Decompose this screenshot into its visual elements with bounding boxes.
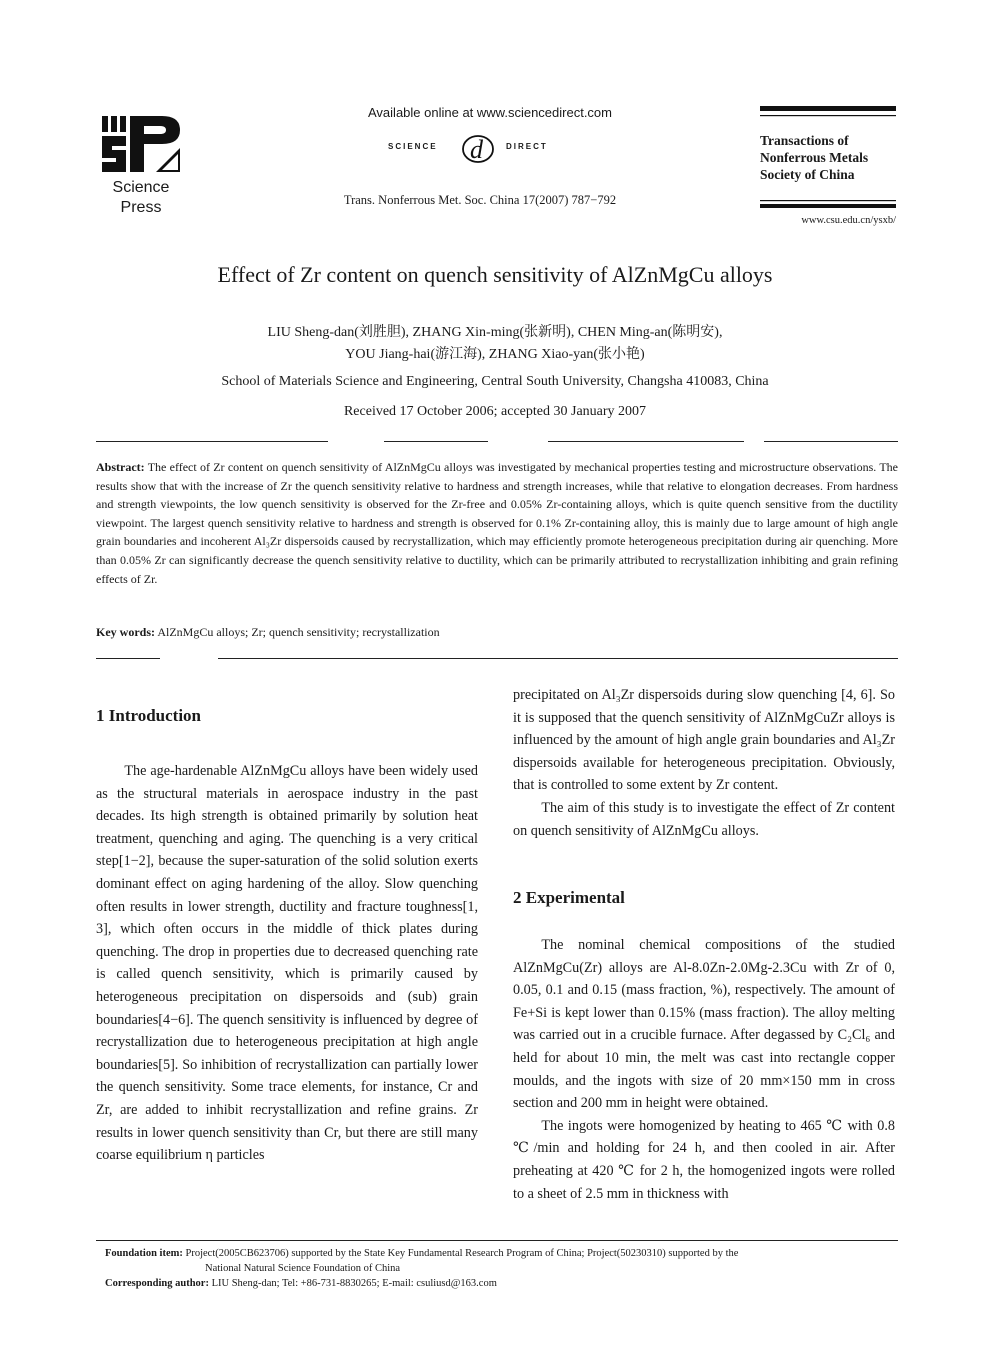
abstract-text: The effect of Zr content on quench sensitivity of AlZnMgCu alloys was investigated by mechanical properties testing and microstructure observations. The results show that with the increase of Zr the quench sensitivity relative to hardness and strength increases, while that relative to elongation decreases. From hardness and strength viewpoints, the low quench sensitivity is observed for the Zr-free and 0.05% Zr-containing alloys, which is quite quench sensitive from the ductility viewpoint. The largest quench sensitivity relative to hardness and strength is observed for 0.1% Zr-containing alloy, this is mainly due to large amount of high angle grain boundaries and incoherent Al₃Zr dispersoids caused by recrystallization, which may efficiently promote heterogeneous precipitation during air quenching. More than 0.05% Zr can significantly decrease the quench sensitivity relative to ductility, which can be primarily attributed to recrystallization inhibiting and grain refining effects of Zr. <box>96 460 898 586</box>
authors-line-1: LIU Sheng-dan(刘胜胆), ZHANG Xin-ming(张新明), CHEN Ming-an(陈明安), <box>267 325 723 340</box>
paragraph: The ingots were homogenized by heating to 465 ℃ with 0.8 ℃/min and holding for 24 h, and then cooled in air. After preheating at 420 ℃ for 2 h, the homogenized ingots were rolled to a sheet of 2.5 mm in thickness with <box>513 1117 895 1202</box>
keywords <box>96 625 898 640</box>
foundation-text: Project(2005CB623706) supported by the State Key Fundamental Research Program of China; Project(50230310) supported by the <box>185 1248 739 1259</box>
journal-url[interactable]: www.csu.edu.cn/ysxb/ <box>801 215 896 226</box>
paragraph: precipitated on Al₃Zr dispersoids during slow quenching [4, 6]. So it is supposed that the quench sensitivity of AlZnMgCuZr alloys is influenced by the amount of high angle grain boundaries and Al₃Zr dispersoids available for heterogeneous precipitation. Obviously, that is controlled to some extent by Zr content. <box>513 687 895 794</box>
divider <box>764 441 898 442</box>
journal-top-rule <box>760 106 896 120</box>
corresponding-label: Corresponding author: <box>105 1278 209 1289</box>
article-title: Effect of Zr content on quench sensitivity of AlZnMgCu alloys <box>217 262 773 287</box>
section-heading-introduction: 1 Introduction <box>96 706 202 725</box>
paragraph: The nominal chemical compositions of the studied AlZnMgCu(Zr) alloys are Al-8.0Zn-2.0Mg-2.3Cu with Zr of 0, 0.05, 0.1 and 0.15 (mass fraction, %), respectively. The amount of Fe+Si is kept lower than 0.15% (mass fraction). The alloy melting was carried out in a crucible furnace. After degassed by C₂Cl₆ and held for about 10 min, the melt was cast into rectangle copper moulds, and the ingots with size of 20 mm×150 mm in cross section and 200 mm in height were obtained. <box>513 937 895 1112</box>
divider <box>384 441 488 442</box>
keywords-text: AlZnMgCu alloys; Zr; quench sensitivity; recrystallization <box>157 625 440 639</box>
journal-bottom-rule <box>760 200 896 210</box>
foundation-label: Foundation item: <box>105 1248 183 1259</box>
paragraph: The aim of this study is to investigate the effect of Zr content on quench sensitivity of AlZnMgCu alloys. <box>513 799 895 839</box>
science-press-logo <box>100 112 190 218</box>
corresponding-author <box>105 1276 900 1291</box>
journal-title <box>760 132 910 183</box>
author-list <box>150 322 840 366</box>
journal-title-line: Society of China <box>760 167 855 182</box>
corresponding-text: LIU Sheng-dan; Tel: +86-731-8830265; E-mail: csuliusd@163.com <box>211 1278 497 1289</box>
section-heading-experimental: 2 Experimental <box>513 888 625 907</box>
journal-citation: Trans. Nonferrous Met. Soc. China 17(2007) 787−792 <box>343 193 617 207</box>
divider <box>96 658 160 659</box>
publisher-name-line: Science <box>112 179 170 196</box>
sciencedirect-right-word: DIRECT <box>506 142 548 151</box>
paragraph: The age-hardenable AlZnMgCu alloys have been widely used as the structural materials in aerospace industry in the past decades. Its high strength is obtained primarily by solution heat treatment, quenching and aging. The quenching is a very critical step[1−2], because the super-saturation of the solid solution exerts dominant effect on aging hardening of the alloy. Slow quenching often results in lower strength, ductility and fracture toughness[1, 3], which often occurs in the middle of thick plates during quenching. The drop in properties due to decreased quenching rate is called quench sensitivity, which is primarily caused by heterogeneous precipitation on dispersoids and (sub) grain boundaries[4−6]. The quench sensitivity is influenced by degree of recrystallization due to heterogeneous precipitation at high angle boundaries[5]. So inhibition of recrystallization can partially lower the quench sensitivity. Some trace elements, for instance, Cr and Zr, are added to inhibit recrystallization and refine grains. Zr results in lower quench sensitivity than Cr, but there are still many coarse equilibrium η particles <box>96 763 478 1164</box>
sciencedirect-left-word: SCIENCE <box>388 142 438 151</box>
svg-text:d: d <box>470 135 483 164</box>
available-online-text: Available online at www.sciencedirect.com <box>368 105 612 120</box>
received-accepted-dates: Received 17 October 2006; accepted 30 January 2007 <box>343 404 647 419</box>
left-column <box>96 760 478 1167</box>
science-press-emblem-icon <box>100 112 182 176</box>
abstract-label: Abstract: <box>96 460 145 474</box>
affiliation: School of Materials Science and Engineering, Central South University, Changsha 410083, China <box>221 374 769 389</box>
right-column-top <box>513 684 895 842</box>
foundation-text-continued: National Natural Science Foundation of China <box>205 1263 401 1274</box>
footnote-divider <box>96 1240 898 1241</box>
sciencedirect-logo <box>330 130 650 164</box>
journal-title-line: Transactions of <box>760 133 849 148</box>
abstract <box>96 458 898 588</box>
divider <box>218 658 898 659</box>
divider <box>96 441 328 442</box>
divider <box>548 441 744 442</box>
journal-title-line: Nonferrous Metals <box>760 150 869 165</box>
authors-line-2: YOU Jiang-hai(游江海), ZHANG Xiao-yan(张小艳) <box>345 347 645 362</box>
sciencedirect-d-icon <box>460 130 500 166</box>
foundation-item <box>105 1246 900 1261</box>
keywords-label: Key words: <box>96 625 155 639</box>
footnotes <box>105 1246 900 1291</box>
right-column-bottom <box>513 934 895 1205</box>
publisher-name-line: Press <box>120 199 162 216</box>
